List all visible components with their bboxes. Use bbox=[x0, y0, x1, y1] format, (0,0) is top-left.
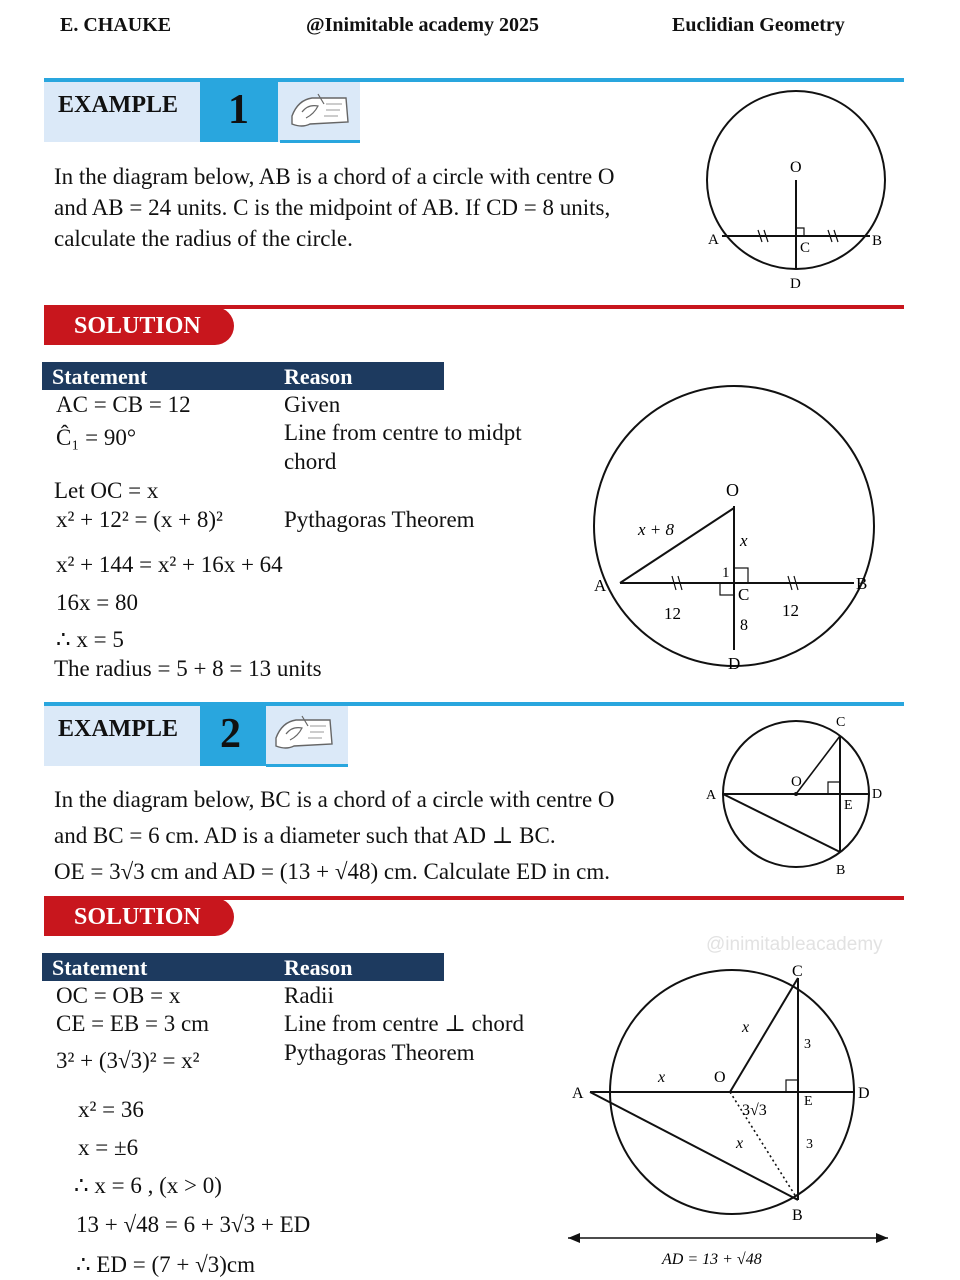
label-eb: 3 bbox=[806, 1137, 813, 1152]
reason-head: Reason bbox=[284, 955, 353, 980]
label-oe: 3√3 bbox=[742, 1102, 767, 1119]
example1-problem-diagram bbox=[700, 88, 900, 298]
label-ad: AD = 13 + √48 bbox=[662, 1251, 762, 1268]
ex2-row-2-reason: Line from centre ⊥ chord bbox=[284, 1011, 525, 1036]
ex2-row-5-statement: x = ±6 bbox=[78, 1135, 139, 1160]
example2-problem-line3: OE = 3√3 cm and AD = (13 + √48) cm. Calculate ED in cm. bbox=[54, 859, 610, 884]
label-d: D bbox=[728, 654, 741, 673]
label-o: O bbox=[714, 1069, 726, 1086]
example1-number: 1 bbox=[228, 87, 249, 133]
ex1-row-5-statement: x² + 12² = (x + 8)² bbox=[56, 507, 223, 532]
label-ce: 3 bbox=[804, 1037, 811, 1052]
label-oc: x bbox=[742, 1019, 750, 1036]
label-a: A bbox=[572, 1085, 584, 1102]
ex2-row-1-statement: OC = OB = x bbox=[56, 983, 181, 1008]
label-o: O bbox=[791, 774, 802, 790]
example2-solution-diagram bbox=[562, 958, 898, 1280]
label-a: A bbox=[594, 576, 607, 595]
label-ob: x bbox=[736, 1135, 744, 1152]
label-cd: 8 bbox=[740, 617, 748, 634]
label-b: B bbox=[856, 574, 868, 593]
example2-number-box bbox=[200, 706, 266, 766]
example2-banner bbox=[44, 706, 348, 766]
example1-table-header bbox=[42, 362, 444, 390]
label-o: O bbox=[726, 480, 739, 500]
example2-banner-underline bbox=[266, 764, 348, 767]
example1-problem bbox=[54, 161, 694, 254]
label-d: D bbox=[790, 276, 801, 292]
example1-problem-line3: calculate the radius of the circle. bbox=[54, 226, 353, 251]
example1-solution-pill: SOLUTION bbox=[44, 307, 234, 345]
ex1-row-4-statement: Let OC = x bbox=[54, 478, 159, 503]
label-angle-1: 1 bbox=[722, 565, 730, 581]
example2-label: EXAMPLE bbox=[58, 716, 178, 742]
label-b: B bbox=[792, 1207, 803, 1224]
label-c: C bbox=[738, 585, 750, 604]
label-b: B bbox=[836, 863, 846, 878]
header-subject: Euclidian Geometry bbox=[672, 14, 845, 36]
segment-ab bbox=[590, 1092, 798, 1200]
ex2-row-1-reason: Radii bbox=[284, 983, 334, 1008]
example1-solution-diagram bbox=[586, 378, 906, 678]
ex1-row-3-reason: chord bbox=[284, 449, 337, 474]
example1-banner bbox=[44, 82, 360, 142]
ex1-row-5-reason: Pythagoras Theorem bbox=[284, 507, 475, 532]
label-c: C bbox=[792, 963, 803, 980]
ex1-row-7-statement: 16x = 80 bbox=[56, 590, 138, 615]
example1-problem-line1: In the diagram below, AB is a chord of a circle with centre O bbox=[54, 164, 615, 189]
ex2-row-2-statement: CE = EB = 3 cm bbox=[56, 1011, 210, 1036]
example2-problem-line1: In the diagram below, BC is a chord of a circle with centre O bbox=[54, 787, 615, 812]
example2-solution-pill: SOLUTION bbox=[44, 898, 234, 936]
label-a: A bbox=[708, 232, 719, 248]
ex2-row-3-statement: 3² + (3√3)² = x² bbox=[56, 1048, 200, 1073]
ex2-row-8-statement: ∴ ED = (7 + √3)cm bbox=[76, 1252, 256, 1277]
ex1-row-9-statement: The radius = 5 + 8 = 13 units bbox=[54, 656, 322, 681]
example2-writing-icon bbox=[272, 712, 338, 756]
header-handle: @Inimitable academy 2025 bbox=[306, 14, 540, 36]
label-c: C bbox=[836, 715, 846, 730]
ex2-row-6-statement: ∴ x = 6 , (x > 0) bbox=[74, 1173, 222, 1198]
example1-banner-underline bbox=[280, 140, 360, 143]
ex1-row-6-statement: x² + 144 = x² + 16x + 64 bbox=[56, 552, 283, 577]
example2-number: 2 bbox=[220, 711, 241, 757]
example1-label: EXAMPLE bbox=[58, 92, 178, 118]
label-oc: x bbox=[740, 531, 748, 550]
statement-head: Statement bbox=[52, 364, 148, 389]
label-d: D bbox=[872, 787, 883, 802]
label-e: E bbox=[804, 1094, 813, 1109]
header-author: E. CHAUKE bbox=[60, 14, 172, 36]
label-ao: x bbox=[658, 1069, 666, 1086]
ex1-row-8-statement: ∴ x = 5 bbox=[56, 627, 124, 652]
segment-oc bbox=[796, 736, 840, 794]
label-ac: 12 bbox=[664, 604, 681, 623]
label-e: E bbox=[844, 798, 853, 813]
example2-problem bbox=[54, 782, 694, 890]
label-d: D bbox=[858, 1085, 870, 1102]
ex2-row-3-reason: Pythagoras Theorem bbox=[284, 1040, 475, 1065]
label-c: C bbox=[800, 240, 811, 256]
label-hypotenuse: x + 8 bbox=[638, 520, 675, 539]
ex1-row-1-reason: Given bbox=[284, 392, 341, 417]
example1-writing-icon bbox=[288, 90, 354, 134]
reason-head: Reason bbox=[284, 364, 353, 389]
label-a: A bbox=[706, 788, 717, 803]
example1-number-box bbox=[200, 82, 278, 142]
example2-table-header bbox=[42, 953, 444, 981]
watermark: @inimitableacademy bbox=[706, 934, 883, 955]
segment-ab bbox=[723, 794, 840, 852]
segment-oc bbox=[730, 978, 798, 1092]
label-o: O bbox=[790, 159, 802, 176]
example2-problem-diagram bbox=[700, 708, 900, 883]
label-b: B bbox=[872, 233, 883, 249]
ex2-row-7-statement: 13 + √48 = 6 + 3√3 + ED bbox=[76, 1212, 311, 1237]
example1-problem-line2: and AB = 24 units. C is the midpoint of AB. If CD = 8 units, bbox=[54, 195, 611, 220]
ex2-row-4-statement: x² = 36 bbox=[78, 1097, 144, 1122]
label-cb: 12 bbox=[782, 601, 799, 620]
ex1-row-1-statement: AC = CB = 12 bbox=[56, 392, 191, 417]
ex1-row-2-statement: Ĉ₁ = 90° bbox=[56, 425, 137, 450]
ex1-row-2-reason: Line from centre to midpt bbox=[284, 420, 522, 445]
statement-head: Statement bbox=[52, 955, 148, 980]
example2-problem-line2: and BC = 6 cm. AD is a diameter such that AD ⊥ BC. bbox=[54, 823, 556, 848]
